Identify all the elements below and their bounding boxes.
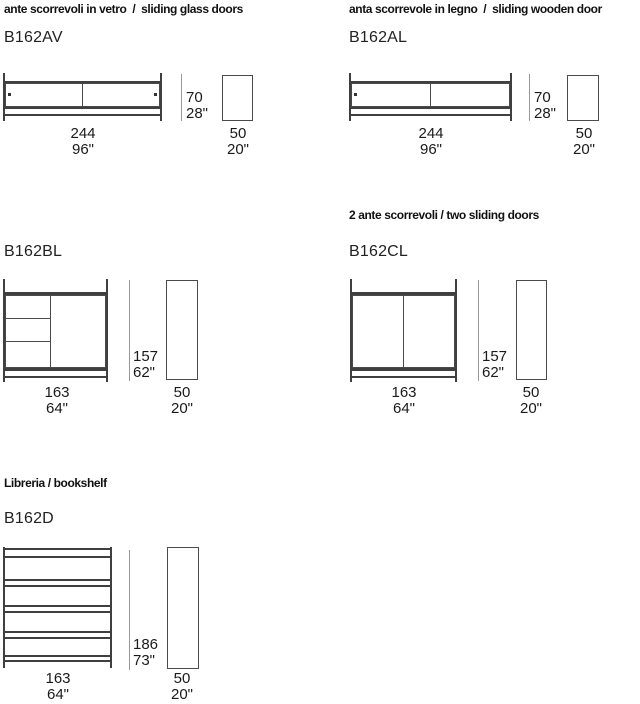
front-view-b162cl (350, 279, 457, 382)
shelf-top-line (3, 631, 112, 633)
depth-cm: 50 (173, 670, 191, 687)
shelf-top-line (3, 605, 112, 607)
door-handle-right (154, 93, 157, 96)
door-handle-left (354, 93, 357, 96)
side-view-b162av (222, 75, 253, 121)
height-in: 62" (133, 363, 156, 381)
depth-cm: 50 (173, 384, 191, 401)
width-in: 96" (71, 140, 94, 158)
shelf-line (5, 318, 50, 319)
shelf-top-line (3, 579, 112, 581)
left-post (3, 547, 5, 668)
section-heading-glass-doors: ante scorrevoli in vetro / sliding glass doors (4, 2, 243, 16)
depth-in: 20" (572, 140, 596, 158)
product-code-b162al: B162AL (349, 29, 408, 46)
bottom-panel (3, 368, 108, 371)
depth-cm: 50 (229, 125, 247, 142)
height-dim-label (482, 349, 507, 380)
shelf-bottom-line (3, 611, 112, 613)
height-dim-label (186, 90, 208, 121)
depth-dim-label (171, 671, 193, 702)
cabinet-body (5, 295, 106, 368)
bottom-panel (350, 368, 457, 371)
height-in: 73" (133, 651, 156, 669)
height-cm: 157 (482, 348, 508, 365)
width-dim-label (418, 126, 443, 157)
shelf-top-line (3, 655, 112, 657)
width-in: 64" (392, 399, 415, 417)
depth-in: 20" (170, 685, 194, 703)
width-dim-label (45, 671, 70, 702)
depth-dim-label (573, 126, 595, 157)
section-heading-bookshelf: Libreria / bookshelf (4, 476, 107, 490)
height-dim-label (133, 349, 158, 380)
width-cm: 163 (45, 670, 71, 687)
shelf-bottom-line (3, 637, 112, 639)
front-view-b162al (349, 73, 512, 121)
height-cm: 70 (534, 89, 551, 106)
right-post (110, 547, 112, 668)
side-view-b162cl (516, 280, 547, 380)
width-cm: 163 (44, 384, 70, 401)
shelf-bottom-line (3, 660, 112, 662)
height-dim-line (181, 74, 182, 121)
base-rail (3, 376, 108, 378)
section-heading-wooden-door: anta scorrevole in legno / sliding wooden door (349, 2, 602, 16)
interior-divider (50, 295, 51, 368)
width-dim-label (44, 385, 69, 416)
width-dim-label (70, 126, 95, 157)
shelf-line (5, 341, 50, 342)
side-view-b162bl (166, 280, 198, 380)
bottom-panel (3, 107, 162, 109)
depth-dim-label (171, 385, 193, 416)
door-divider (82, 83, 83, 107)
side-view-b162al (567, 75, 599, 121)
front-view-b162av (3, 73, 162, 121)
height-dim-label (133, 637, 158, 668)
width-cm: 163 (391, 384, 417, 401)
front-view-b162d (3, 547, 112, 668)
front-view-b162bl (3, 279, 108, 382)
height-cm: 157 (133, 348, 159, 365)
depth-in: 20" (226, 140, 250, 158)
height-dim-line (478, 280, 479, 381)
width-cm: 244 (70, 125, 96, 142)
depth-dim-label (227, 126, 249, 157)
width-in: 64" (46, 685, 69, 703)
shelf-bottom-line (3, 585, 112, 587)
width-dim-label (391, 385, 416, 416)
bottom-panel (349, 107, 512, 109)
depth-dim-label (520, 385, 542, 416)
door-divider (430, 83, 431, 107)
product-code-b162cl: B162CL (349, 243, 409, 260)
height-cm: 186 (133, 636, 159, 653)
height-in: 28" (534, 104, 557, 122)
section-heading-two-sliding-doors: 2 ante scorrevoli / two sliding doors (349, 208, 539, 222)
width-in: 96" (419, 140, 442, 158)
depth-cm: 50 (522, 384, 540, 401)
product-code-b162d: B162D (4, 510, 54, 527)
height-cm: 70 (186, 89, 203, 106)
height-dim-line (129, 280, 130, 381)
width-cm: 244 (418, 125, 444, 142)
height-dim-label (534, 90, 556, 121)
depth-in: 20" (170, 399, 194, 417)
height-dim-line (529, 74, 530, 121)
base-rail (3, 114, 162, 116)
product-code-b162bl: B162BL (4, 243, 63, 260)
door-divider (403, 295, 404, 368)
shelf-top-line (3, 548, 112, 550)
depth-cm: 50 (575, 125, 593, 142)
height-in: 28" (186, 104, 209, 122)
base-rail (349, 114, 512, 116)
door-handle-left (8, 93, 11, 96)
depth-in: 20" (519, 399, 543, 417)
side-view-b162d (167, 547, 199, 669)
height-dim-line (129, 550, 130, 670)
height-in: 62" (482, 363, 505, 381)
base-rail (350, 376, 457, 378)
width-in: 64" (45, 399, 68, 417)
shelf-bottom-line (3, 556, 112, 558)
product-code-b162av: B162AV (4, 29, 63, 46)
